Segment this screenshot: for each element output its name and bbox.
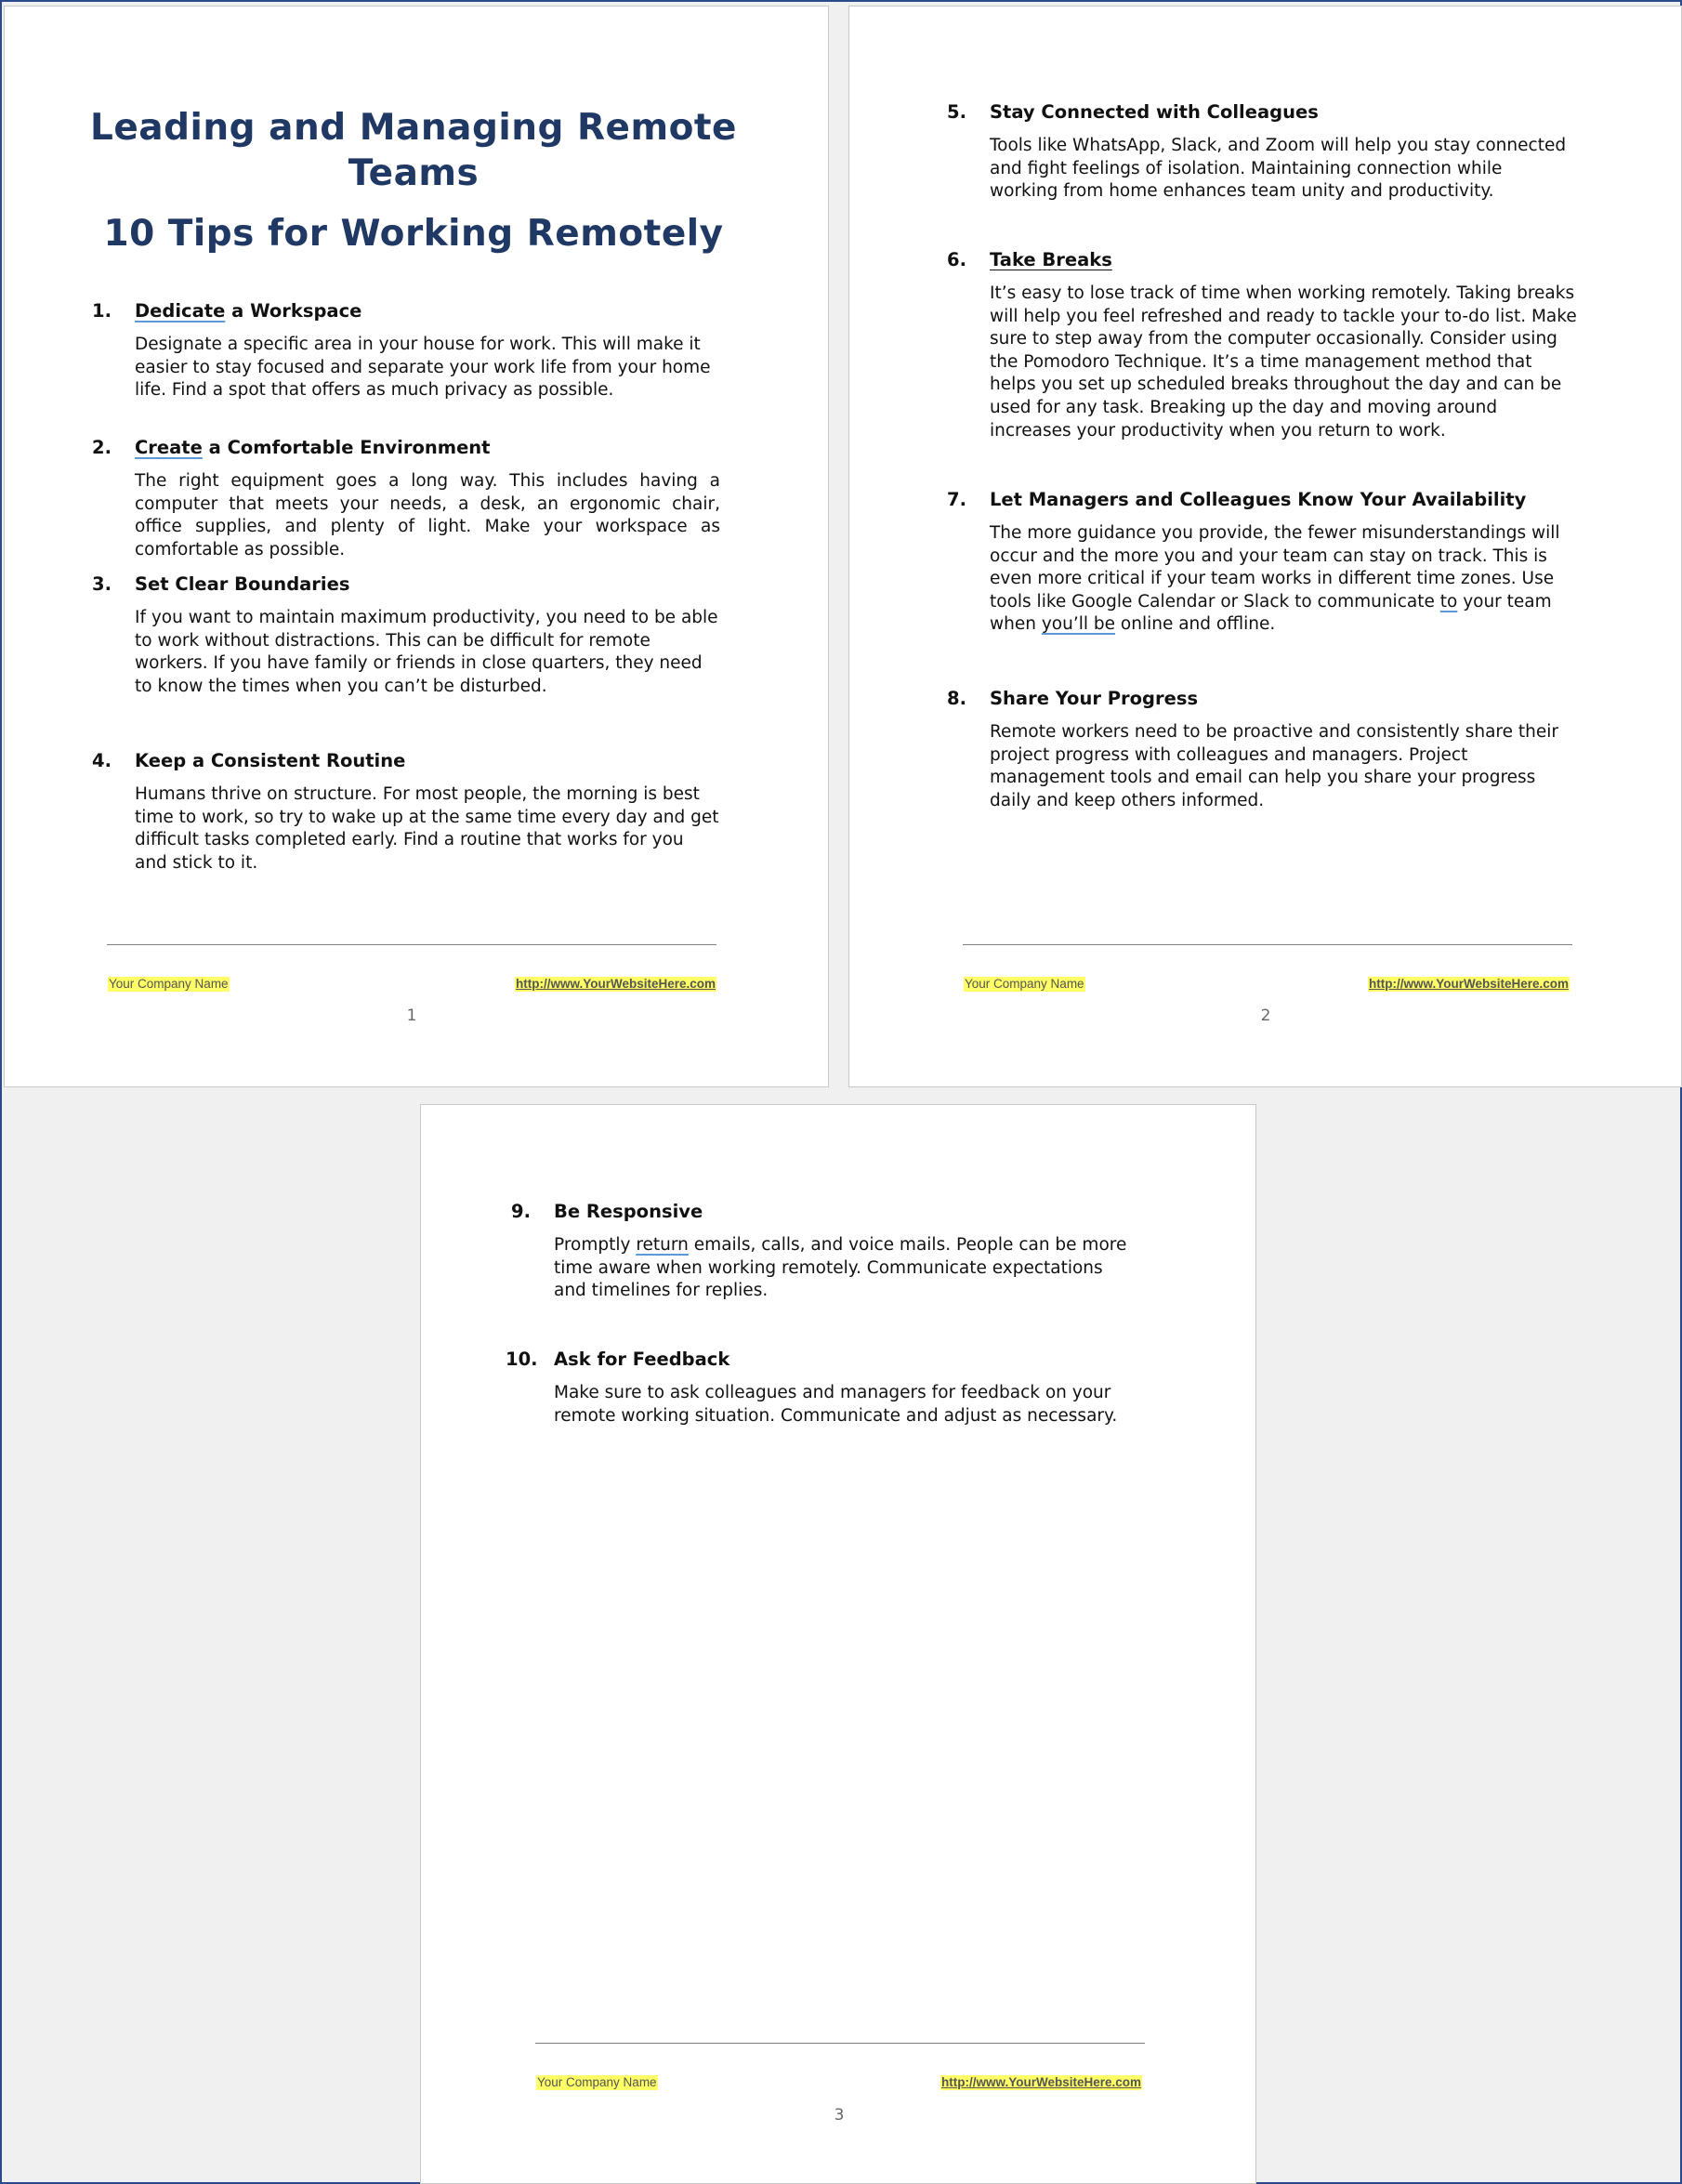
page-number: 2 (1260, 1006, 1271, 1025)
page-number: 1 (406, 1006, 417, 1025)
spellcheck-underlined-word[interactable]: Dedicate (135, 300, 226, 322)
tip-body: Tools like WhatsApp, Slack, and Zoom will help you stay connected and fight feelings of isolation. Maintaining connection while working from home enhances team unity and productivity. (990, 136, 1567, 202)
tip-number: 5. (947, 101, 966, 123)
footer-company-name: Your Company Name (537, 2075, 657, 2089)
tip-number: 9. (511, 1201, 531, 1222)
tip-body: Promptly return emails, calls, and voice mails. People can be more time aware when working remotely. Communicate expectations and timelines for replies. (554, 1235, 1127, 1301)
footer-rule (963, 944, 1572, 945)
document-title: Leading and Managing Remote Teams (90, 107, 737, 194)
tip-number: 8. (947, 688, 966, 709)
tip-number: 6. (947, 249, 966, 270)
tip-body: The right equipment goes a long way. This includes having a computer that meets your needs, a desk, an ergonomic chair, office supplies, and plenty of light. Make your workspace as comfortable as possible. (135, 471, 720, 559)
footer-company-name: Your Company Name (109, 977, 229, 991)
tip-heading: Share Your Progress (990, 688, 1199, 709)
tip-heading: Be Responsive (554, 1201, 703, 1222)
tip-body: Designate a specific area in your house for work. This will make it easier to stay focused and separate your work life from your home life. Find a spot that offers as much privacy as possible. (135, 335, 711, 401)
spellcheck-underlined-phrase[interactable]: you’ll be (1041, 614, 1116, 635)
footer-rule (535, 2043, 1145, 2044)
tip-number: 2. (92, 437, 112, 458)
tip-heading: Let Managers and Colleagues Know Your Availability (990, 489, 1527, 510)
tip-body: Remote workers need to be proactive and consistently share their project progress with colleagues and managers. Project management tools and email can help you share your progress daily and keep others informed. (990, 722, 1558, 810)
page-2 (848, 6, 1682, 1087)
tip-heading: Create a Comfortable Environment (135, 437, 491, 458)
tip-heading: Dedicate a Workspace (135, 300, 362, 322)
spellcheck-underlined-word[interactable]: return (636, 1235, 689, 1255)
tip-heading: Stay Connected with Colleagues (990, 101, 1319, 123)
tip-heading: Take Breaks (990, 249, 1112, 270)
tip-body: If you want to maintain maximum productivity, you need to be able to work without distractions. This can be difficult for remote workers. If you have family or friends in close quarters, they need to know the times when you can’t be disturbed. (135, 608, 718, 696)
page-1 (4, 6, 829, 1087)
tip-body: It’s easy to lose track of time when working remotely. Taking breaks will help you feel refreshed and ready to tackle your to-do list. Make sure to step away from the computer occasionally. Consider using the Pomodoro Technique. It’s a time management method that helps you set up scheduled breaks throughout the day and can be used for any task. Breaking up the day and moving around increases your productivity when you return to work. (990, 283, 1577, 441)
tip-number: 7. (947, 489, 966, 510)
spellcheck-underlined-word[interactable]: Create (135, 437, 203, 458)
footer-website-link[interactable]: http://www.YourWebsiteHere.com (940, 2075, 1141, 2089)
tip-heading: Keep a Consistent Routine (135, 750, 406, 771)
spellcheck-underlined-word[interactable]: to (1439, 591, 1458, 612)
tip-body: The more guidance you provide, the fewer misunderstandings will occur and the more you and your team can stay on track. This is even more critical if your team works in different time zones. Use tools like Google Calendar or Slack to communicate to your team when you’ll be online and offline. (990, 523, 1560, 635)
tip-number: 1. (92, 300, 112, 322)
tip-body: Make sure to ask colleagues and managers for feedback on your remote working situation. Communicate and adjust as necessary. (554, 1383, 1118, 1426)
footer-website-link[interactable]: http://www.YourWebsiteHere.com (1368, 977, 1569, 991)
tip-number: 3. (92, 573, 112, 595)
footer-company-name: Your Company Name (965, 977, 1084, 991)
footer-website-link[interactable]: http://www.YourWebsiteHere.com (515, 977, 716, 991)
document-subtitle: 10 Tips for Working Remotely (103, 213, 724, 255)
page-number: 3 (834, 2106, 845, 2125)
tip-number: 4. (92, 750, 112, 771)
tip-heading: Set Clear Boundaries (135, 573, 350, 595)
tip-heading: Ask for Feedback (554, 1349, 730, 1370)
footer-rule (107, 944, 716, 945)
tip-number: 10. (506, 1349, 538, 1370)
page-3 (420, 1104, 1256, 2184)
tip-body: Humans thrive on structure. For most people, the morning is best time to work, so try to wake up at the same time every day and get difficult tasks completed early. Find a routine that works for you and stick to it. (135, 784, 719, 873)
